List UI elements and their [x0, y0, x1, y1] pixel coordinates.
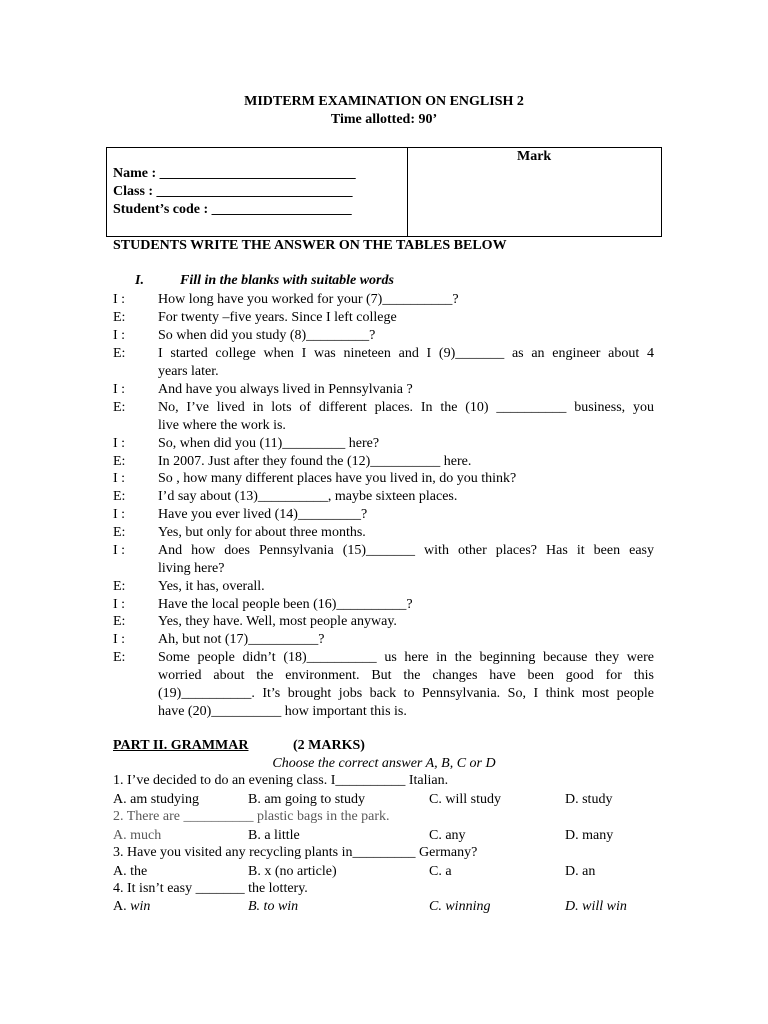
student-code-field[interactable]: Student’s code : ____________________ — [113, 202, 352, 217]
part1-title: Fill in the blanks with suitable words — [180, 273, 394, 288]
option-d[interactable]: D. study — [565, 792, 613, 807]
option-b[interactable]: B. x (no article) — [248, 864, 337, 879]
part2-instruction: Choose the correct answer A, B, C or D — [272, 756, 496, 771]
part2-marks: (2 MARKS) — [293, 738, 365, 753]
part2-title: PART II. GRAMMAR — [113, 738, 249, 753]
option-d[interactable]: D. will win — [565, 899, 627, 914]
name-field[interactable]: Name : ____________________________ — [113, 166, 356, 181]
class-field[interactable]: Class : ____________________________ — [113, 184, 353, 199]
option-d[interactable]: D. many — [565, 828, 614, 843]
option-a[interactable]: A. much — [113, 828, 162, 843]
option-a[interactable]: A. am studying — [113, 792, 199, 807]
option-a[interactable]: A. win — [113, 899, 151, 914]
option-c[interactable]: C. a — [429, 864, 452, 879]
option-b[interactable]: B. to win — [248, 899, 299, 914]
answer-instruction: STUDENTS WRITE THE ANSWER ON THE TABLES BELOW — [113, 238, 507, 253]
time-allotted: Time allotted: 90’ — [330, 112, 438, 127]
option-b[interactable]: B. a little — [248, 828, 300, 843]
question-3: 3. Have you visited any recycling plants in_________ Germany? — [113, 845, 478, 860]
question-1: 1. I’ve decided to do an evening class. I__________ Italian. — [113, 773, 449, 788]
info-box-divider — [407, 148, 408, 236]
exam-title: MIDTERM EXAMINATION ON ENGLISH 2 — [244, 94, 524, 109]
option-b[interactable]: B. am going to study — [248, 792, 366, 807]
mark-label: Mark — [517, 149, 552, 164]
part1-number: I. — [135, 273, 144, 288]
option-a[interactable]: A. the — [113, 864, 148, 879]
student-info-box — [106, 147, 662, 237]
question-4: 4. It isn’t easy _______ the lottery. — [113, 881, 308, 896]
option-c[interactable]: C. winning — [429, 899, 491, 914]
option-c[interactable]: C. will study — [429, 792, 501, 807]
option-c[interactable]: C. any — [429, 828, 466, 843]
option-d[interactable]: D. an — [565, 864, 596, 879]
question-2: 2. There are __________ plastic bags in the park. — [113, 809, 390, 824]
